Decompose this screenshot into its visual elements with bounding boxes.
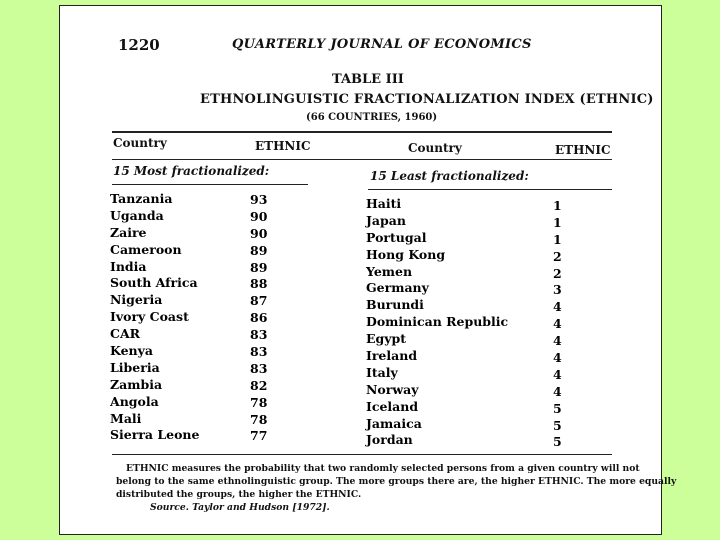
list-item: Norway: [366, 381, 419, 397]
list-item: Zaire: [110, 224, 147, 240]
footnote-line-1: ETHNIC measures the probability that two randomly selected persons from a given country will not: [126, 463, 640, 474]
list-item: 83: [250, 327, 268, 343]
list-item: 3: [553, 282, 562, 298]
list-item: Angola: [110, 393, 159, 409]
list-item: 2: [553, 248, 562, 264]
list-item: South Africa: [110, 275, 198, 291]
list-item: 1: [553, 198, 562, 213]
list-item: 5: [553, 417, 562, 433]
list-item: Liberia: [110, 359, 160, 375]
document-page: [59, 5, 677, 535]
list-item: 4: [553, 383, 562, 399]
header-country-left: Country: [113, 136, 167, 150]
list-item: Nigeria: [110, 292, 163, 308]
journal-title: QUARTERLY JOURNAL OF ECONOMICS: [232, 37, 532, 52]
list-item: 77: [250, 428, 268, 444]
list-item: Jordan: [366, 432, 413, 448]
least-country-list: [366, 196, 508, 449]
list-item: 78: [250, 411, 268, 427]
list-item: 4: [553, 366, 562, 382]
most-country-list: [110, 191, 199, 444]
least-fractionalized-label: 15 Least fractionalized:: [370, 169, 529, 183]
list-item: Yemen: [366, 263, 413, 279]
most-value-list: [250, 192, 267, 445]
list-item: 87: [250, 293, 268, 309]
list-item: 4: [553, 316, 562, 332]
list-item: 4: [553, 350, 562, 366]
list-item: 1: [553, 231, 562, 247]
list-item: Haiti: [366, 196, 402, 211]
list-item: 2: [553, 265, 562, 281]
least-label-rule: [368, 189, 612, 190]
list-item: Germany: [366, 280, 429, 296]
list-item: 93: [250, 192, 268, 207]
list-item: Zambia: [110, 376, 163, 392]
list-item: 1: [553, 214, 562, 230]
list-item: India: [110, 258, 147, 274]
header-ethnic-left: ETHNIC: [255, 139, 311, 153]
list-item: Jamaica: [366, 415, 422, 431]
list-item: 5: [553, 434, 562, 450]
list-item: Egypt: [366, 331, 407, 347]
header-rule: [112, 159, 612, 160]
bottom-rule: [112, 454, 612, 455]
list-item: 90: [250, 225, 268, 241]
list-item: CAR: [110, 326, 141, 342]
top-rule: [112, 131, 612, 133]
list-item: Kenya: [110, 343, 153, 359]
list-item: 82: [250, 377, 268, 393]
list-item: 86: [250, 310, 268, 326]
most-fractionalized-label: 15 Most fractionalized:: [113, 164, 270, 178]
list-item: 90: [250, 208, 268, 224]
list-item: Iceland: [366, 398, 419, 414]
list-item: 89: [250, 242, 268, 258]
header-country-right: Country: [408, 141, 462, 155]
list-item: Japan: [366, 212, 406, 228]
list-item: 83: [250, 360, 268, 376]
list-item: Portugal: [366, 229, 427, 245]
most-label-rule: [112, 184, 308, 185]
table-note: (66 COUNTRIES, 1960): [306, 112, 438, 123]
list-item: Hong Kong: [366, 246, 446, 262]
table-title: TABLE III: [332, 72, 404, 87]
list-item: 83: [250, 344, 268, 360]
least-value-list: [553, 198, 562, 451]
list-item: Dominican Republic: [366, 314, 509, 330]
list-item: Italy: [366, 364, 398, 380]
footnote-line-3: distributed the groups, the higher the ETHNIC.: [116, 489, 362, 500]
list-item: 4: [553, 299, 562, 315]
list-item: Cameroon: [110, 241, 182, 257]
list-item: Mali: [110, 410, 142, 426]
list-item: 89: [250, 259, 268, 275]
footnote-line-2: belong to the same ethnolinguistic group. The more groups there are, the higher ETHNIC. The more equally: [116, 476, 677, 487]
list-item: Sierra Leone: [110, 427, 200, 443]
list-item: 78: [250, 394, 268, 410]
table-subtitle: ETHNOLINGUISTIC FRACTIONALIZATION INDEX (ETHNIC): [200, 92, 654, 107]
page-number: 1220: [118, 36, 160, 54]
header-ethnic-right: ETHNIC: [555, 143, 611, 157]
list-item: 5: [553, 400, 562, 416]
list-item: Ireland: [366, 348, 418, 364]
footnote-source: Source. Taylor and Hudson [1972].: [150, 502, 330, 513]
list-item: Burundi: [366, 297, 424, 313]
list-item: Tanzania: [110, 191, 173, 206]
list-item: Uganda: [110, 207, 164, 223]
list-item: Ivory Coast: [110, 309, 189, 325]
list-item: 88: [250, 276, 268, 292]
list-item: 4: [553, 333, 562, 349]
